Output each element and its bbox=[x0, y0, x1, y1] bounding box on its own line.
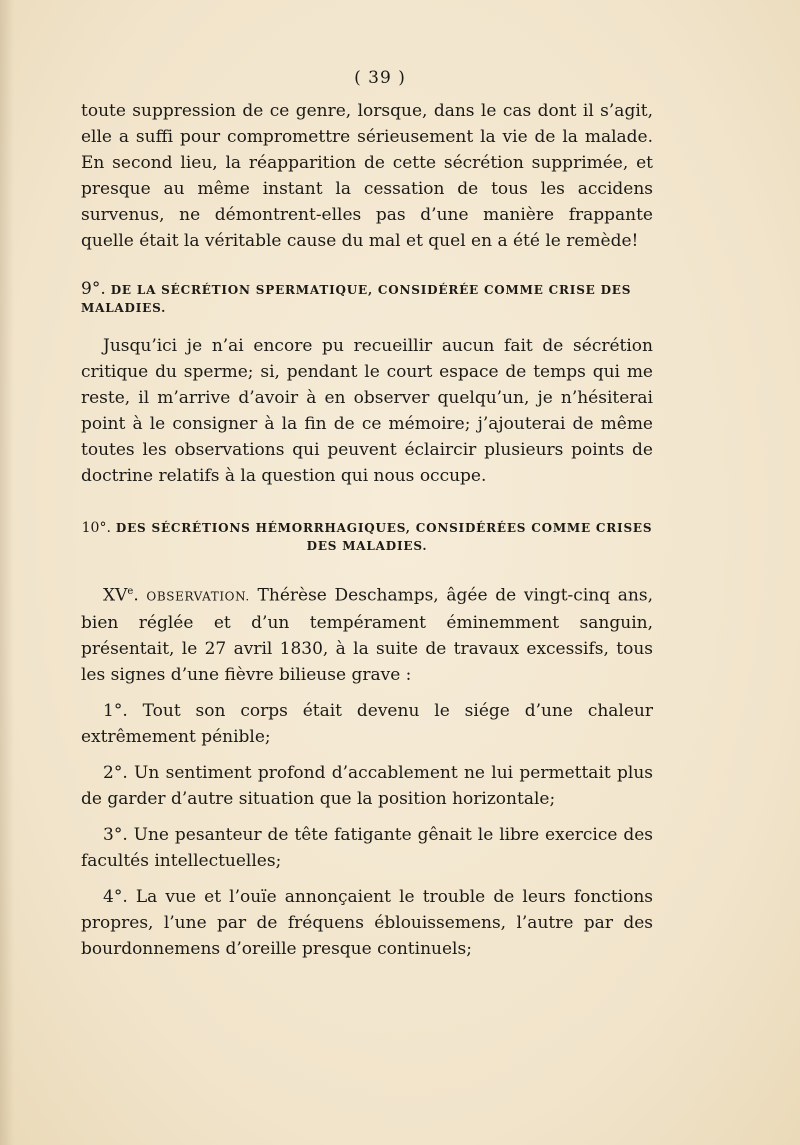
list-item-number: 2°. bbox=[103, 762, 128, 783]
section-heading-9 bbox=[81, 280, 653, 317]
paragraph-sperm-secretion: Jusqu’ici je n’ai encore pu recueillir aucun fait de sécrétion critique du sperme; si, pendant le court espace de temps qui me reste, il m’arrive d’avoir à en observer quelqu’un, je n’hésiterai point à le consigner à la fin de ce mémoire; j’ajouterai de même toutes les observations qui peuvent éclaircir plusieurs points de doctrine relatifs à la question qui nous occupe. bbox=[81, 336, 653, 486]
page-body bbox=[81, 98, 653, 962]
section-heading-10 bbox=[81, 519, 653, 555]
list-item-number: 4°. bbox=[103, 886, 128, 907]
list-item-text: La vue et l’ouïe annonçaient le trouble de leurs fonctions propres, l’une par de fréquens éblouissemens, l’autre par des bourdonnemens d’oreille presque continuels; bbox=[81, 886, 653, 959]
section-title: DE LA SÉCRÉTION SPERMATIQUE, CONSIDÉRÉE COMME CRISE DES MALADIES. bbox=[81, 283, 632, 315]
observation-text: Thérèse Deschamps, âgée de vingt-cinq ans, bien réglée et d’un tempérament éminemment sanguin, présentait, le 27 avril 1830, à la suite de travaux excessifs, tous les signes d’une fièvre bilieuse grave : bbox=[81, 585, 653, 685]
paragraph-continuation: toute suppression de ce genre, lorsque, dans le cas dont il s’agit, elle a suffi pour compromettre sérieusement la vie de la malade. En second lieu, la réapparition de cette sécrétion supprimée, et presque au même instant la cessation de tous les accidens survenus, ne démontrent-elles pas d’une manière frappante quelle était la véritable cause du mal et quel en a été le remède! bbox=[81, 101, 653, 251]
section-title: DES SÉCRÉTIONS HÉMORRHAGIQUES, CONSIDÉRÉES COMME CRISES DES MALADIES. bbox=[115, 521, 653, 553]
observation-superscript: e bbox=[127, 586, 134, 597]
list-item-text: Un sentiment profond d’accablement ne lui permettait plus de garder d’autre situation que la position horizontale; bbox=[81, 762, 653, 809]
list-item bbox=[81, 884, 653, 962]
list-item-text: Tout son corps était devenu le siége d’une chaleur extrêmement pénible; bbox=[81, 700, 654, 747]
list-item bbox=[81, 760, 653, 812]
section-number: 9°. bbox=[81, 279, 106, 299]
list-item-number: 1°. bbox=[103, 700, 128, 721]
list-item-text: Une pesanteur de tête fatigante gênait le libre exercice des facultés intellectuelles; bbox=[81, 824, 654, 871]
observation-number: XV bbox=[103, 585, 128, 606]
page-number: ( 39 ) bbox=[354, 68, 406, 88]
list-item bbox=[81, 822, 653, 874]
page-edge-shadow bbox=[0, 0, 14, 1145]
observation-paragraph: XVe. OBSERVATION. Thérèse Deschamps, âgée de vingt-cinq ans, bien réglée et d’un tempérament éminemment sanguin, présentait, le 27 avril 1830, à la suite de travaux excessifs, tous les signes d’une fièvre bilieuse grave : bbox=[81, 585, 653, 685]
section-number: 10°. bbox=[81, 520, 111, 536]
observation-label: OBSERVATION. bbox=[146, 589, 250, 604]
list-item-number: 3°. bbox=[103, 824, 128, 845]
list-item bbox=[81, 698, 653, 750]
